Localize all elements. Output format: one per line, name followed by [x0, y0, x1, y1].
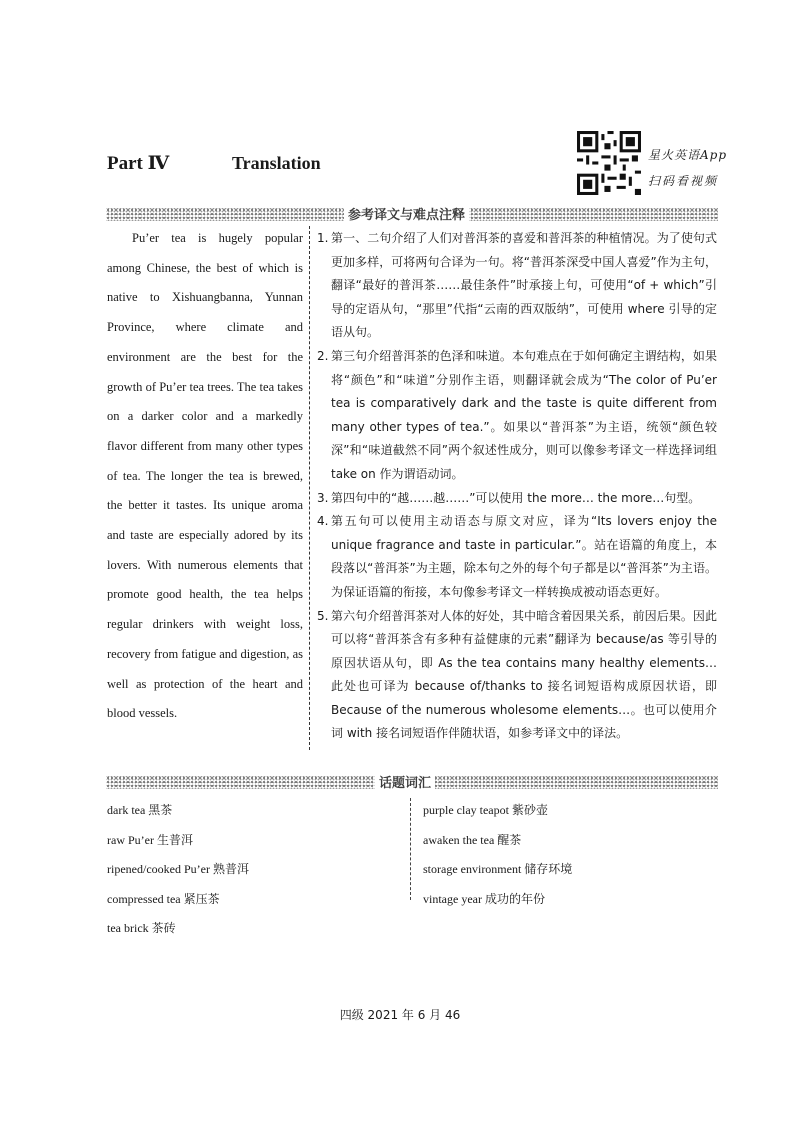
reference-translation: [107, 224, 303, 729]
note-number: 5.: [317, 608, 329, 623]
note-text: 第四句中的“越……越……”可以使用 the more… the more…句型。: [331, 490, 701, 505]
section-divider-band: [106, 208, 718, 221]
note-number: 2.: [317, 348, 329, 363]
vocab-item: vintage year 成功的年份: [423, 891, 545, 906]
notes-list: [317, 227, 717, 746]
note-item: [317, 227, 717, 345]
note-item: [317, 510, 717, 604]
vocab-item: raw Pu’er 生普洱: [107, 832, 193, 847]
note-item: [317, 605, 717, 747]
note-text: 第一、二句介绍了人们对普洱茶的喜爱和普洱茶的种植情况。为了使句式更加多样，可将两句合译为一句。将“普洱茶深受中国人喜爱”作为主句，翻译“最好的普洱茶……最佳条件”时承接上句，可使用“of + which”引导的定语从句，“那里”代指“云南的西双版纳”，可使用 where 引导的定语从句。: [331, 231, 717, 340]
section-title: Translation: [232, 153, 321, 173]
vocab-item: purple clay teapot 紫砂壶: [423, 803, 548, 817]
note-number: 3.: [317, 490, 329, 505]
vocab-list-left: [107, 800, 397, 948]
vocab-item: ripened/cooked Pu’er 熟普洱: [107, 862, 249, 876]
vocab-list-right: [423, 800, 713, 918]
section-divider-band: [106, 776, 718, 789]
note-number: 1.: [317, 231, 329, 245]
note-item: [317, 487, 717, 511]
part-number: Part Ⅳ: [107, 153, 170, 174]
app-name: 星火英语App: [648, 148, 728, 162]
column-divider: [309, 226, 311, 750]
note-text: 第三句介绍普洱茶的色泽和味道。本句难点在于如何确定主谓结构，如果将“颜色”和“味道”分别作主语，则翻译就会成为“The color of Pu’er tea is comparatively dark and the taste is quite different from many other types of tea.”。如果以“普洱茶”为主语，统领“颜色较深”和“味道截然不同”两个叙述性成分，则可以像参考译文一样选择词组 take on 作为谓语动词。: [331, 348, 717, 481]
vocab-item: dark tea 黑茶: [107, 803, 173, 817]
vocab-item: awaken the tea 醒茶: [423, 832, 522, 847]
english-passage: Pu’er tea is hugely popular among Chinese, the best of which is native to Xishuangbanna, Yunnan Province, where climate and environment are the best for the growth of Pu’er tea trees. The tea takes on a darker color and a markedly flavor different from many other types of tea. The longer the tea is brewed, the better it tastes. Its unique aroma and taste are especially adored by its lovers. With numerous elements that promote good health, the tea helps regular drinkers with weight loss, recovery from fatigue and digestion, as well as protection of the heart and blood vessels.: [107, 231, 303, 721]
note-item: [317, 345, 717, 487]
vocab-item: tea brick 茶砖: [107, 921, 176, 935]
page-footer: 四级 2021 年 6 月 46: [339, 1008, 461, 1022]
qr-code-icon[interactable]: [577, 131, 641, 195]
vocab-item: storage environment 储存环境: [423, 862, 573, 876]
vocab-item: compressed tea 紧压茶: [107, 891, 220, 906]
section-heading-vocabulary: 话题词汇: [375, 772, 435, 791]
scan-hint: 扫码看视频: [648, 174, 719, 188]
note-number: 4.: [317, 514, 329, 529]
note-text: 第六句介绍普洱茶对人体的好处，其中暗含着因果关系，前因后果。因此可以将“普洱茶含有多种有益健康的元素”翻译为 because/as 等引导的原因状语从句，即 As the tea contains many healthy elements… 此处也可译为 because of/thanks to 接名词短语构成原因状语，即 Because of the numerous wholesome elements…。也可以使用介词 with 接名词短语作伴随状语，如参考译文中的译法。: [331, 608, 717, 741]
note-text: 第五句可以使用主动语态与原文对应，译为“Its lovers enjoy the unique fragrance and taste in particular.”。站在语篇的角度上，本段落以“普洱茶”为主题，除本句之外的每个句子都是以“普洱茶”为主语。为保证语篇的衔接，本句像参考译文一样转换成被动语态更好。: [331, 514, 717, 599]
section-heading-reference: 参考译文与难点注释: [344, 204, 469, 223]
vocab-divider: [410, 798, 412, 900]
